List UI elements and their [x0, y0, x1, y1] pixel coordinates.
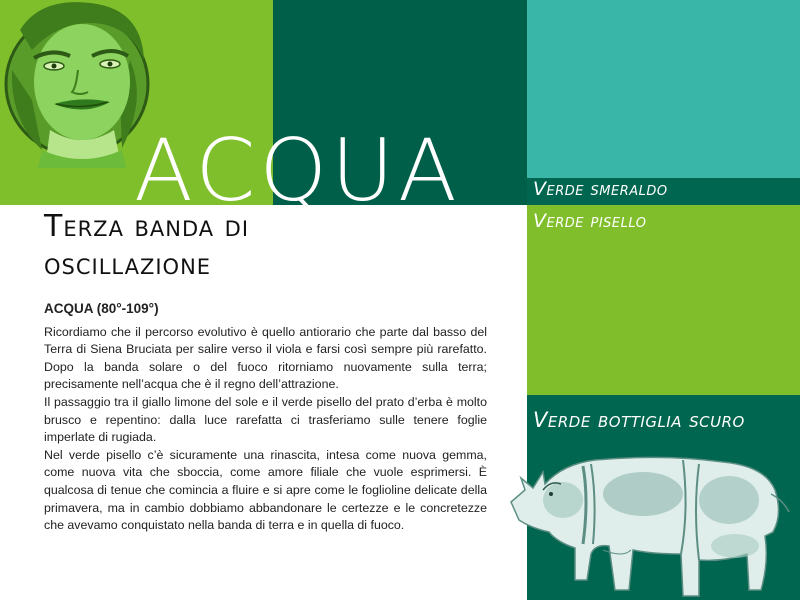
pea-green-swatch: [527, 205, 800, 395]
section-heading: [44, 208, 494, 284]
label-verde-bottiglia-scuro: Verde bottiglia scuro: [533, 408, 745, 432]
paragraph: Il passaggio tra il giallo limone del sole e il verde pisello del prato d’erba è molto brusco e repentino: dalla luce rarefatta ci trasferiamo sulle tenere foglie imperlate di rugiada.: [44, 394, 487, 445]
section-subtitle: ACQUA (80°-109°): [44, 301, 159, 316]
paragraph: Nel verde pisello c’è sicuramente una rinascita, intesa come nuova gemma, come nuova vita che sboccia, come amore filiale che vuole esprimersi. È qualcosa di tenue che comincia a fluire e si apre come le foglioline delicate della primavera, ma in cambio dobbiamo abbandonare le certezze e le concretezze che avevamo conquistato nella banda di terra e in quella di fuoco.: [44, 447, 487, 533]
heading-line-2: oscillazione: [44, 247, 212, 282]
green-face-illustration: [2, 0, 152, 168]
heading-line-1: Terza banda di: [44, 209, 250, 244]
label-verde-smeraldo: Verde smeraldo: [533, 178, 668, 200]
page-title: ACQUA: [134, 121, 461, 221]
label-verde-pisello: Verde pisello: [533, 210, 647, 232]
body-text: [44, 300, 487, 535]
teal-block: [527, 0, 800, 178]
paragraph: Ricordiamo che il percorso evolutivo è quello antiorario che parte dal basso del Terra di Siena Bruciata per salire verso il viola e farsi così sempre più rarefatto. Dopo la banda solare o del fuoco ritorniamo nuovamente sulla terra; precisamente nell’acqua che è il regno dell’attrazione.: [44, 324, 487, 392]
rhino-watercolor-illustration: [503, 450, 800, 600]
